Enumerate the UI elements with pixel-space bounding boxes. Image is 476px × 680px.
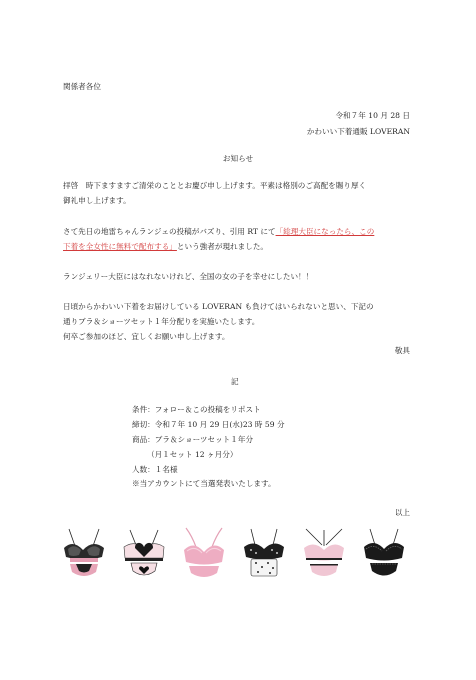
black-lace-bra-set (362, 526, 406, 582)
paragraph-2-line-1 (63, 226, 374, 238)
highlighted-quote: 「総理大臣になったら、この (275, 227, 375, 236)
deadline: 締切：令和７年 10 月 29 日(水)23 時 59 分 (132, 420, 285, 429)
paragraph-2-line-2 (63, 241, 268, 253)
ijou: 以上 (394, 508, 410, 517)
highlighted-quote-cont: 下着を全女性に無料で配布する」 (63, 242, 177, 251)
paragraph-4-line-2: 通りブラ＆ショーツセット１年分配りを実施いたします。 (63, 317, 260, 326)
pink-strappy-bra-set (302, 526, 346, 582)
paragraph-4-line-1: 日頃からかわいい下着をお届けしている LOVERAN も負けてはいられないと思い、下記の (63, 302, 374, 311)
addressee: 関係者各位 (63, 82, 101, 91)
condition: 条件：フォロー＆この投稿をリポスト (132, 405, 261, 414)
paragraph-2-text: さて先日の地雷ちゃんランジェの投稿がバズり、引用 RT にて (63, 227, 276, 236)
heart-cage-bra-set (122, 526, 166, 582)
paragraph-4-line-3: 何卒ご参加のほど、宜しくお願い申し上げます。 (63, 332, 230, 341)
black-pink-bra-set (62, 526, 106, 582)
product-note: （月１セット 12 ヶ月分） (147, 450, 238, 459)
paragraph-2-text-cont: という強者が現れました。 (176, 242, 269, 251)
lingerie-lineup (62, 526, 414, 582)
notice-title: お知らせ (222, 154, 254, 163)
closing: 敬具 (394, 346, 410, 355)
announcement-note: ※当アカウントにて当選発表いたします。 (132, 479, 276, 488)
greeting-line-2: 御礼申し上げます。 (63, 196, 131, 205)
black-polka-dot-bra-set (242, 526, 286, 582)
greeting-line-1: 拝啓 時下ますますご清栄のこととお慶び申し上げます。平素は格別のご高配を賜り厚く (63, 181, 367, 190)
paragraph-3: ランジェリー大臣にはなれないけれど、全国の女の子を幸せにしたい！！ (63, 272, 314, 281)
sender: かわいい下着通販 LOVERAN (306, 127, 410, 136)
pink-lace-bra-set (182, 526, 226, 582)
ki-heading: 記 (231, 377, 239, 386)
product: 商品：ブラ＆ショーツセット１年分 (132, 435, 254, 444)
date: 令和７年 10 月 28 日 (335, 111, 410, 120)
winner-count: 人数：１名様 (132, 465, 178, 474)
